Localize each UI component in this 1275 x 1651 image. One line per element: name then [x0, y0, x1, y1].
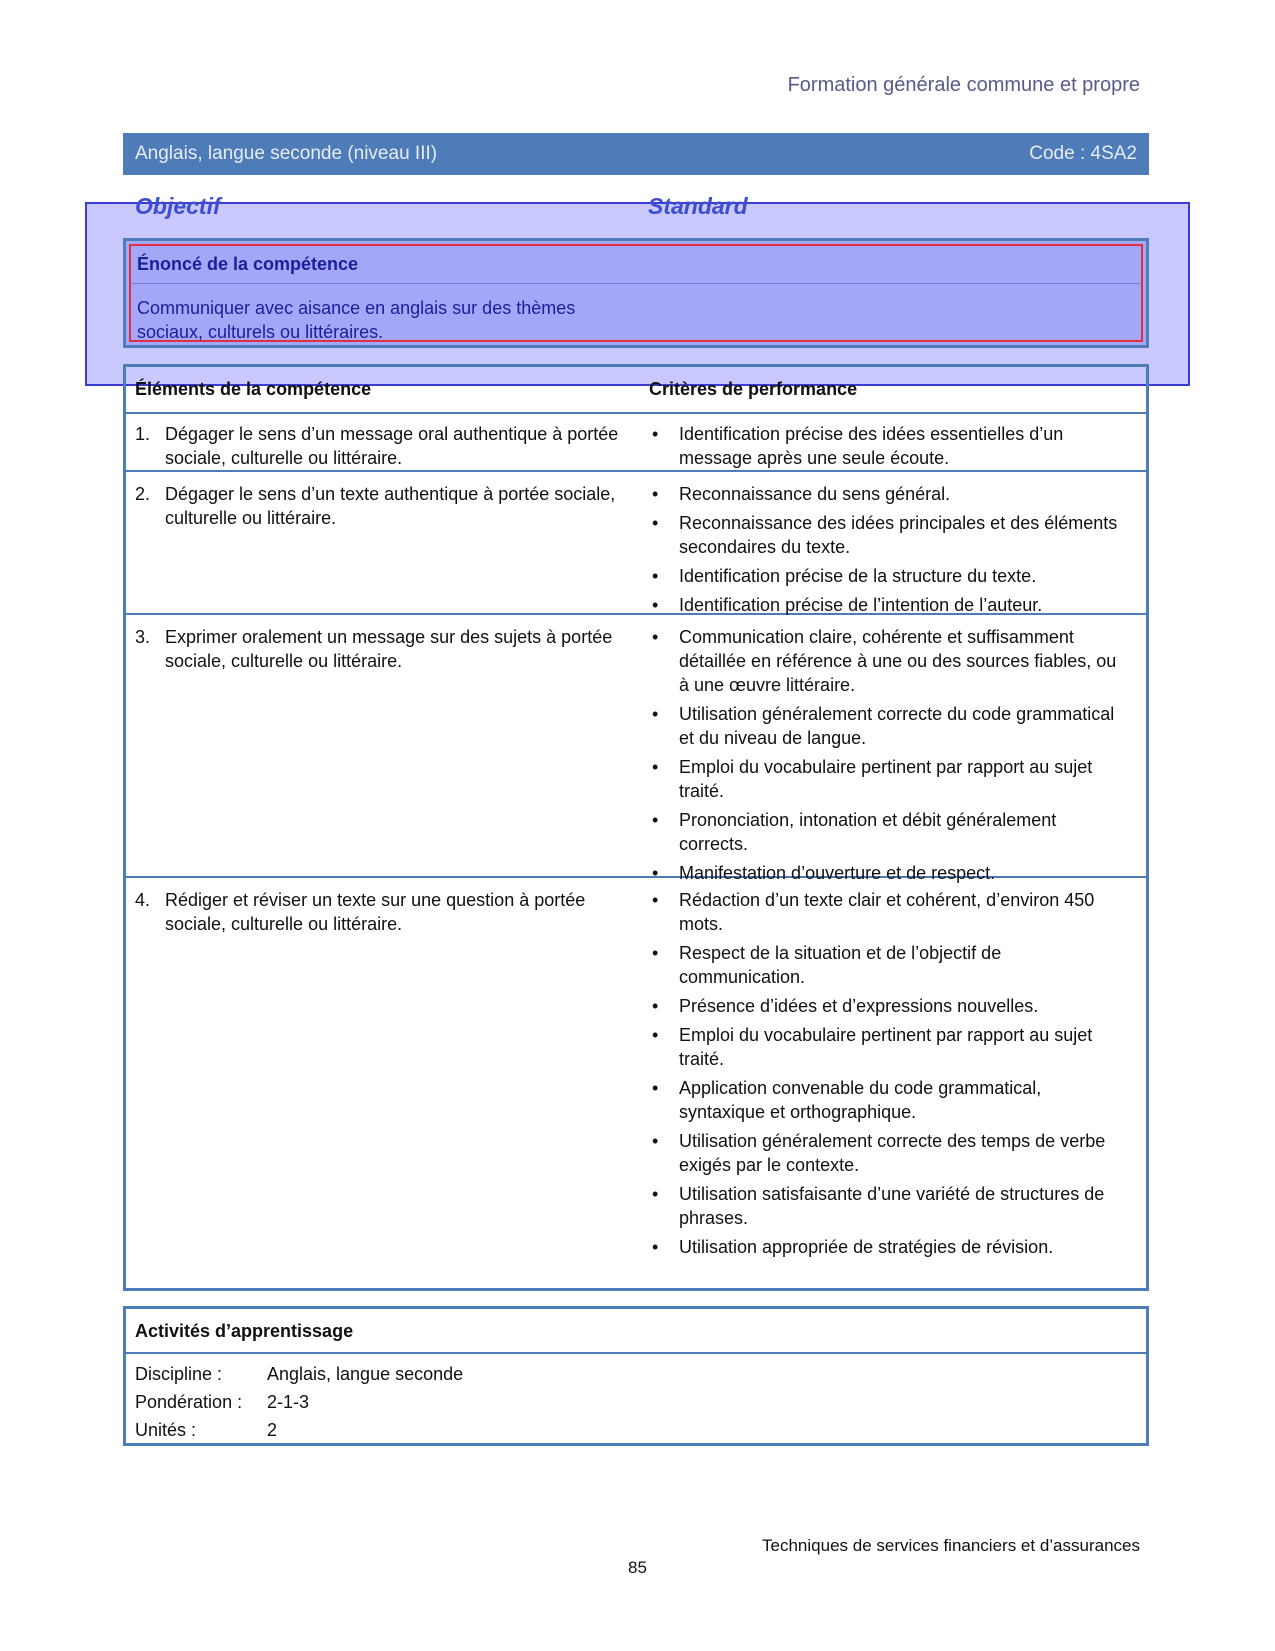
- enonce-selection-outline: [129, 244, 1143, 342]
- course-code: Code : 4SA2: [1029, 143, 1137, 164]
- bullet-icon: •: [652, 1237, 659, 1257]
- criterion: • Utilisation généralement correcte du code grammatical et du niveau de langue.: [652, 704, 1115, 748]
- criterion: • Respect de la situation et de l’objectif de communication.: [652, 943, 1002, 987]
- bullet-icon: •: [652, 810, 659, 830]
- bullet-icon: •: [652, 566, 659, 586]
- criterion: • Reconnaissance des idées principales et des éléments secondaires du texte.: [652, 513, 1118, 557]
- element-text: Rédiger et réviser un texte sur une question à portée sociale, culturelle ou littéraire.: [165, 890, 586, 934]
- criterion: • Rédaction d’un texte clair et cohérent, d’environ 450 mots.: [652, 890, 1095, 934]
- element-number: 1.: [135, 424, 151, 444]
- criteria-list-4: [649, 888, 1127, 1264]
- criterion: • Application convenable du code grammatical, syntaxique et orthographique.: [652, 1078, 1042, 1122]
- activite-label: Unités :: [135, 1420, 197, 1440]
- bullet-icon: •: [652, 757, 659, 777]
- activite-value: Anglais, langue seconde: [267, 1364, 464, 1384]
- activite-label: Discipline :: [135, 1364, 223, 1384]
- competence-row-1: [126, 412, 1146, 472]
- col-elements-header: Éléments de la compétence: [135, 379, 372, 399]
- enonce-box: [123, 238, 1149, 348]
- objectif-heading: Objectif: [135, 193, 221, 219]
- col-criteres-header: Critères de performance: [649, 379, 858, 399]
- criterion: • Identification précise des idées essentielles d’un message après une seule écoute.: [652, 424, 1064, 468]
- criteria-list-2: [649, 482, 1127, 622]
- criterion: • Emploi du vocabulaire pertinent par rapport au sujet traité.: [652, 757, 1093, 801]
- criteria-list-1: [649, 422, 1127, 475]
- competence-table-header: [126, 367, 1146, 414]
- criteria-list-3: [649, 625, 1127, 890]
- bullet-icon: •: [652, 890, 659, 910]
- activite-value: 2-1-3: [267, 1392, 310, 1412]
- element-text: Exprimer oralement un message sur des sujets à portée sociale, culturelle ou littéraire.: [165, 627, 613, 671]
- bullet-icon: •: [652, 1184, 659, 1204]
- footer-program: Techniques de services financiers et d’assurances: [762, 1536, 1140, 1555]
- bullet-icon: •: [652, 996, 659, 1016]
- criterion: • Utilisation généralement correcte des temps de verbe exigés par le contexte.: [652, 1131, 1106, 1175]
- criterion: • Reconnaissance du sens général.: [652, 484, 951, 504]
- running-header: Formation générale commune et propre: [787, 74, 1140, 96]
- criterion: • Manifestation d’ouverture et de respect.: [652, 863, 996, 883]
- element-number: 3.: [135, 627, 151, 647]
- criterion: • Communication claire, cohérente et suffisamment détaillée en référence à une ou des sources fiables, ou à une œuvre littéraire.: [652, 627, 1117, 695]
- activite-value: 2: [267, 1420, 278, 1440]
- page-number: 85: [628, 1558, 647, 1577]
- enonce-text: Communiquer avec aisance en anglais sur des thèmes sociaux, culturels ou littéraires.: [137, 298, 576, 342]
- course-title: Anglais, langue seconde (niveau III): [135, 143, 438, 164]
- element-number: 2.: [135, 484, 151, 504]
- bullet-icon: •: [652, 863, 659, 883]
- element-text: Dégager le sens d’un message oral authentique à portée sociale, culturelle ou littéraire.: [165, 424, 619, 468]
- bullet-icon: •: [652, 627, 659, 647]
- competence-row-3: [126, 615, 1146, 883]
- element-number: 4.: [135, 890, 151, 910]
- bullet-icon: •: [652, 595, 659, 615]
- criterion: • Prononciation, intonation et débit généralement corrects.: [652, 810, 1057, 854]
- criterion: • Identification précise de la structure du texte.: [652, 566, 1037, 586]
- course-title-bar: [123, 133, 1149, 175]
- bullet-icon: •: [652, 943, 659, 963]
- activite-label: Pondération :: [135, 1392, 243, 1412]
- bullet-icon: •: [652, 704, 659, 724]
- criterion: • Emploi du vocabulaire pertinent par rapport au sujet traité.: [652, 1025, 1093, 1069]
- bullet-icon: •: [652, 1025, 659, 1045]
- competence-table: [123, 364, 1149, 1291]
- criterion: • Utilisation appropriée de stratégies de révision.: [652, 1237, 1054, 1257]
- standard-heading: Standard: [648, 193, 748, 219]
- criterion: • Présence d’idées et d’expressions nouvelles.: [652, 996, 1039, 1016]
- activites-box: [123, 1306, 1149, 1446]
- criterion: • Identification précise de l’intention de l’auteur.: [652, 595, 1043, 615]
- competence-row-4: [126, 878, 1146, 1288]
- enonce-heading: Énoncé de la compétence: [131, 246, 1141, 284]
- element-text: Dégager le sens d’un texte authentique à portée sociale, culturelle ou littéraire.: [165, 484, 616, 528]
- bullet-icon: •: [652, 513, 659, 533]
- bullet-icon: •: [652, 1078, 659, 1098]
- bullet-icon: •: [652, 424, 659, 444]
- activites-heading: Activités d’apprentissage: [126, 1309, 1146, 1354]
- criterion: • Utilisation satisfaisante d’une variété de structures de phrases.: [652, 1184, 1105, 1228]
- bullet-icon: •: [652, 484, 659, 504]
- bullet-icon: •: [652, 1131, 659, 1151]
- competence-row-2: [126, 472, 1146, 615]
